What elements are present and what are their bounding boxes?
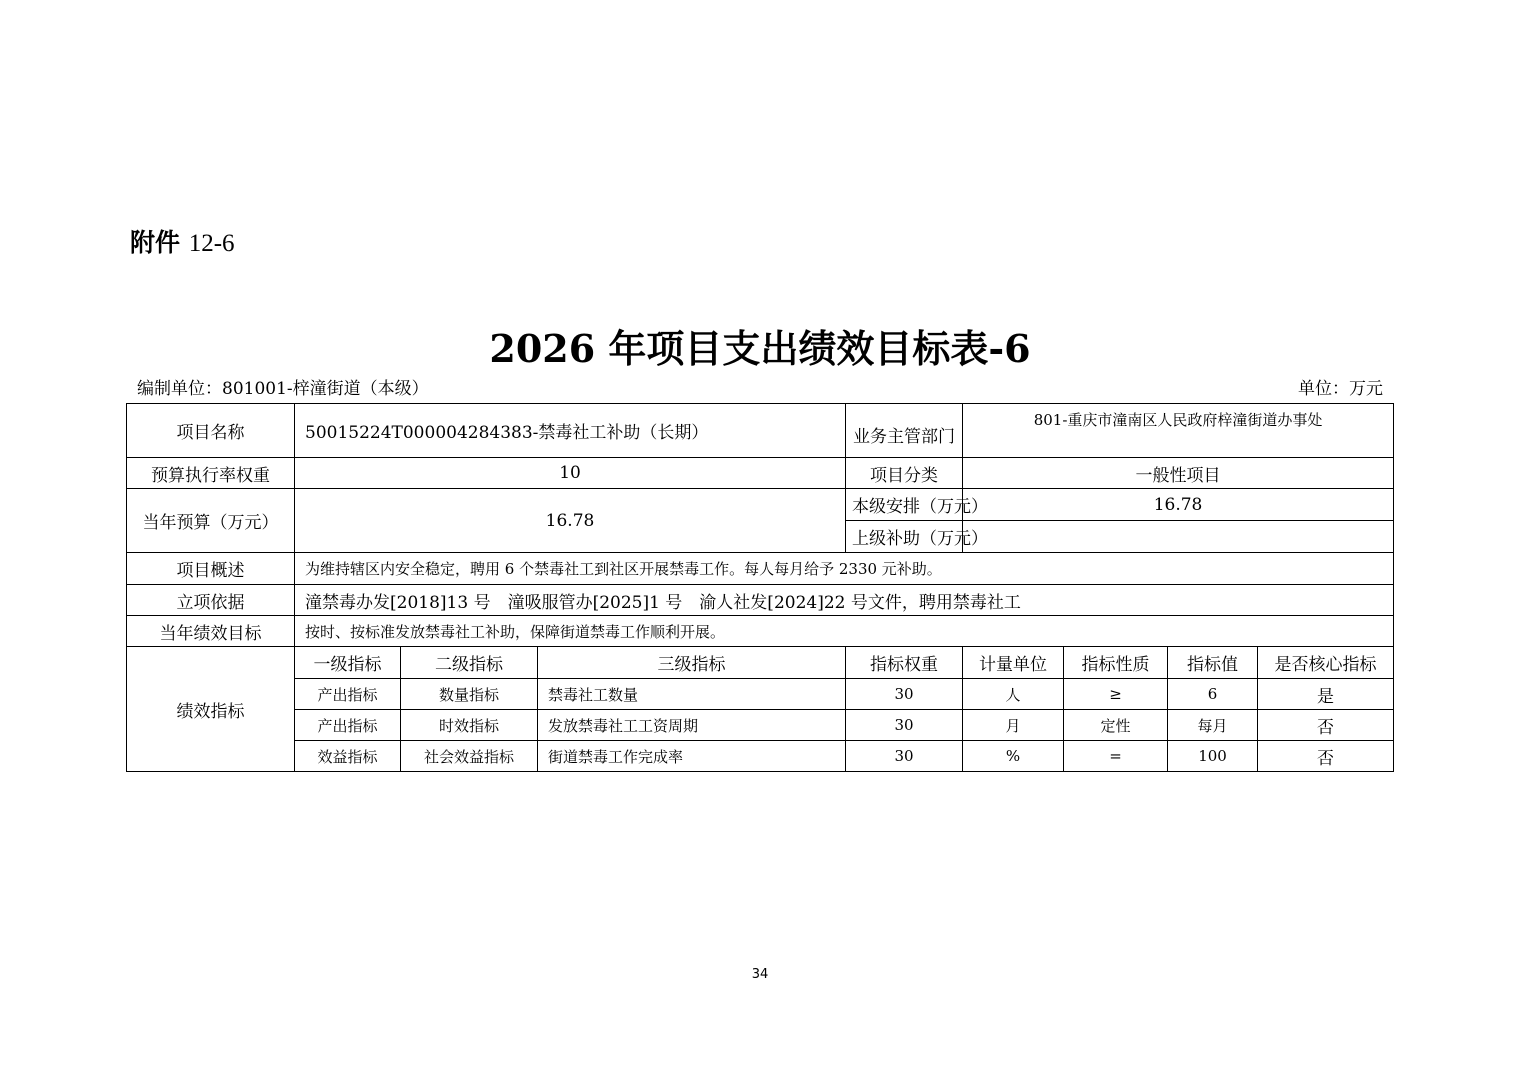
currency-unit: 单位：万元 — [1298, 379, 1383, 399]
local-arrangement-label: 本级安排（万元） — [846, 489, 963, 521]
local-arrangement-value: 16.78 — [963, 489, 1394, 521]
attachment-label — [130, 226, 235, 261]
indicator-cell: 发放禁毒社工工资周期 — [538, 710, 846, 741]
overview-row — [127, 553, 1394, 585]
indicator-cell: 社会效益指标 — [401, 741, 538, 772]
budget-weight-label: 预算执行率权重 — [127, 458, 295, 489]
performance-target-table — [126, 403, 1394, 772]
category-value: 一般性项目 — [963, 458, 1394, 489]
compiler-unit: 编制单位：801001-梓潼街道（本级） — [137, 379, 429, 399]
indicator-cell: 否 — [1258, 710, 1394, 741]
indicator-row — [127, 710, 1394, 741]
indicator-cell: 月 — [963, 710, 1064, 741]
goal-value: 按时、按标准发放禁毒社工补助，保障街道禁毒工作顺利开展。 — [295, 616, 1394, 647]
indicator-cell: 30 — [846, 710, 963, 741]
budget-weight-row — [127, 458, 1394, 489]
annual-budget-label: 当年预算（万元） — [127, 489, 295, 553]
category-label: 项目分类 — [846, 458, 963, 489]
basis-label: 立项依据 — [127, 585, 295, 616]
page-number: 34 — [751, 967, 769, 982]
indicator-cell: 定性 — [1064, 710, 1168, 741]
indicator-row — [127, 741, 1394, 772]
indicator-header-cell: 计量单位 — [963, 647, 1064, 679]
indicator-cell: 街道禁毒工作完成率 — [538, 741, 846, 772]
project-name-value: 50015224T000004284383-禁毒社工补助（长期） — [295, 404, 846, 458]
indicator-header-cell: 一级指标 — [295, 647, 401, 679]
budget-weight-value: 10 — [295, 458, 846, 489]
indicator-cell: 每月 — [1168, 710, 1258, 741]
annual-budget-value: 16.78 — [295, 489, 846, 553]
indicator-cell: 产出指标 — [295, 679, 401, 710]
indicators-label: 绩效指标 — [127, 647, 295, 772]
indicator-cell: 30 — [846, 741, 963, 772]
indicator-header-cell: 指标性质 — [1064, 647, 1168, 679]
project-name-row — [127, 404, 1394, 458]
indicator-cell: 否 — [1258, 741, 1394, 772]
attachment-number: 12-6 — [188, 230, 235, 257]
indicator-cell: = — [1064, 741, 1168, 772]
indicator-header-cell: 二级指标 — [401, 647, 538, 679]
goal-label: 当年绩效目标 — [127, 616, 295, 647]
indicator-header-cell: 指标权重 — [846, 647, 963, 679]
project-name-label: 项目名称 — [127, 404, 295, 458]
basis-row — [127, 585, 1394, 616]
indicator-header-row — [127, 647, 1394, 679]
dept-label: 业务主管部门 — [846, 404, 963, 458]
indicator-cell: 6 — [1168, 679, 1258, 710]
basis-value: 潼禁毒办发[2018]13 号 潼吸服管办[2025]1 号 渝人社发[2024]22 号文件，聘用禁毒社工 — [295, 585, 1394, 616]
overview-value: 为维持辖区内安全稳定，聘用 6 个禁毒社工到社区开展禁毒工作。每人每月给予 2330 元补助。 — [295, 553, 1394, 585]
indicator-cell: 效益指标 — [295, 741, 401, 772]
indicator-cell: 禁毒社工数量 — [538, 679, 846, 710]
indicator-cell: 人 — [963, 679, 1064, 710]
indicator-cell: ≥ — [1064, 679, 1168, 710]
indicator-cell: % — [963, 741, 1064, 772]
dept-value: 801-重庆市潼南区人民政府梓潼街道办事处 — [963, 404, 1394, 458]
indicator-cell: 是 — [1258, 679, 1394, 710]
upper-subsidy-value — [963, 521, 1394, 553]
indicator-row — [127, 679, 1394, 710]
document-title: 2026 年项目支出绩效目标表-6 — [489, 326, 1031, 371]
indicator-cell: 时效指标 — [401, 710, 538, 741]
indicator-cell: 产出指标 — [295, 710, 401, 741]
indicator-cell: 100 — [1168, 741, 1258, 772]
overview-label: 项目概述 — [127, 553, 295, 585]
local-budget-row — [127, 489, 1394, 521]
indicator-cell: 数量指标 — [401, 679, 538, 710]
indicator-header-cell: 三级指标 — [538, 647, 846, 679]
indicator-header-cell: 是否核心指标 — [1258, 647, 1394, 679]
indicator-header-cell: 指标值 — [1168, 647, 1258, 679]
goal-row — [127, 616, 1394, 647]
indicator-cell: 30 — [846, 679, 963, 710]
upper-subsidy-label: 上级补助（万元） — [846, 521, 963, 553]
attachment-label-text: 附件 — [130, 228, 181, 257]
